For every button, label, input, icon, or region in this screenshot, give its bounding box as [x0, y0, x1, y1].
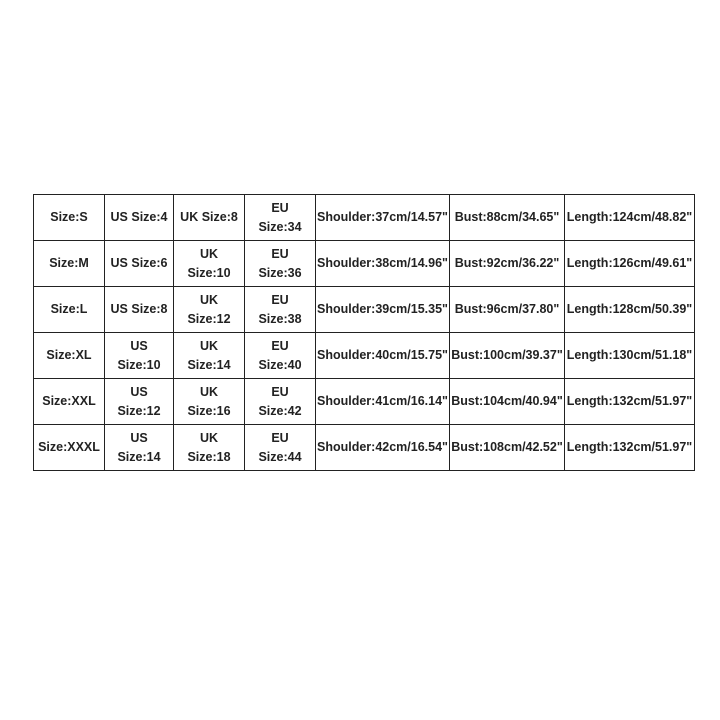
table-row: [34, 241, 695, 287]
uk-size-cell: UK Size:14: [174, 333, 245, 379]
bust-cell: Bust:104cm/40.94": [450, 379, 565, 425]
table-row: [34, 425, 695, 471]
bust-cell: Bust:88cm/34.65": [450, 195, 565, 241]
length-cell: Length:132cm/51.97": [565, 425, 695, 471]
size-cell: Size:XXXL: [34, 425, 105, 471]
length-cell: Length:128cm/50.39": [565, 287, 695, 333]
uk-size-cell: UK Size:8: [174, 195, 245, 241]
size-cell: Size:XXL: [34, 379, 105, 425]
eu-size-cell: EU Size:40: [245, 333, 316, 379]
length-cell: Length:124cm/48.82": [565, 195, 695, 241]
us-size-cell: US Size:8: [105, 287, 174, 333]
bust-cell: Bust:108cm/42.52": [450, 425, 565, 471]
size-chart-table: [33, 194, 695, 471]
us-size-cell: US Size:14: [105, 425, 174, 471]
us-size-cell: US Size:4: [105, 195, 174, 241]
size-cell: Size:M: [34, 241, 105, 287]
size-cell: Size:XL: [34, 333, 105, 379]
eu-size-cell: EU Size:42: [245, 379, 316, 425]
size-cell: Size:S: [34, 195, 105, 241]
length-cell: Length:126cm/49.61": [565, 241, 695, 287]
length-cell: Length:130cm/51.18": [565, 333, 695, 379]
shoulder-cell: Shoulder:42cm/16.54": [316, 425, 450, 471]
table-row: [34, 287, 695, 333]
eu-size-cell: EU Size:36: [245, 241, 316, 287]
uk-size-cell: UK Size:16: [174, 379, 245, 425]
table-row: [34, 333, 695, 379]
table-row: [34, 379, 695, 425]
shoulder-cell: Shoulder:39cm/15.35": [316, 287, 450, 333]
eu-size-cell: EU Size:38: [245, 287, 316, 333]
shoulder-cell: Shoulder:40cm/15.75": [316, 333, 450, 379]
eu-size-cell: EU Size:44: [245, 425, 316, 471]
eu-size-cell: EU Size:34: [245, 195, 316, 241]
bust-cell: Bust:92cm/36.22": [450, 241, 565, 287]
shoulder-cell: Shoulder:37cm/14.57": [316, 195, 450, 241]
length-cell: Length:132cm/51.97": [565, 379, 695, 425]
uk-size-cell: UK Size:18: [174, 425, 245, 471]
bust-cell: Bust:96cm/37.80": [450, 287, 565, 333]
bust-cell: Bust:100cm/39.37": [450, 333, 565, 379]
us-size-cell: US Size:12: [105, 379, 174, 425]
shoulder-cell: Shoulder:41cm/16.14": [316, 379, 450, 425]
size-cell: Size:L: [34, 287, 105, 333]
uk-size-cell: UK Size:12: [174, 287, 245, 333]
uk-size-cell: UK Size:10: [174, 241, 245, 287]
us-size-cell: US Size:10: [105, 333, 174, 379]
shoulder-cell: Shoulder:38cm/14.96": [316, 241, 450, 287]
us-size-cell: US Size:6: [105, 241, 174, 287]
table-row: [34, 195, 695, 241]
